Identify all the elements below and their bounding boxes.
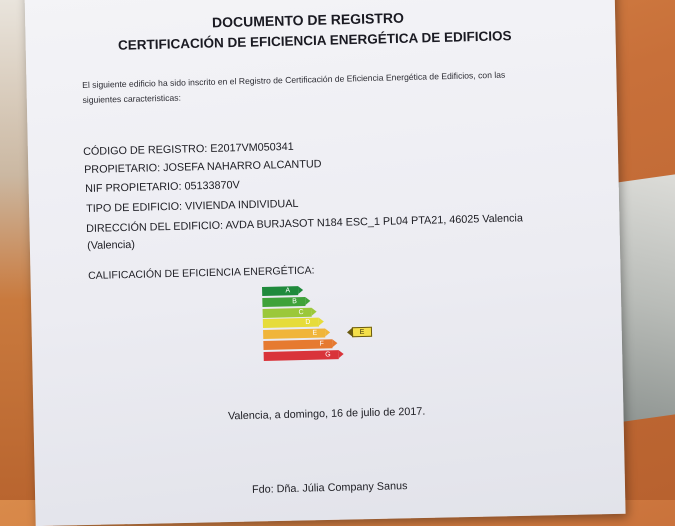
field-tipo-value: VIVIENDA INDIVIDUAL bbox=[184, 197, 299, 213]
rating-bar-letter: D bbox=[305, 319, 311, 327]
field-nif-label: NIF PROPIETARIO: bbox=[85, 180, 182, 195]
rating-bar-b bbox=[262, 297, 305, 307]
field-propietario bbox=[84, 158, 322, 176]
document-date: Valencia, a domingo, 16 de julio de 2017. bbox=[227, 405, 426, 423]
rating-bar-g bbox=[264, 350, 339, 361]
field-propietario-label: PROPIETARIO: bbox=[84, 162, 161, 176]
field-nif bbox=[85, 179, 240, 195]
field-tipo bbox=[86, 198, 299, 215]
rating-bar-c bbox=[263, 307, 312, 317]
field-propietario-value: JOSEFA NAHARRO ALCANTUD bbox=[162, 158, 322, 175]
field-codigo-label: CÓDIGO DE REGISTRO: bbox=[83, 142, 208, 158]
document-subtitle: CERTIFICACIÓN DE EFICIENCIA ENERGÉTICA DE EDIFICIOS bbox=[117, 28, 512, 53]
rating-bar-letter: B bbox=[292, 297, 297, 306]
signature-line: Fdo: Dña. Júlia Company Sanus bbox=[251, 480, 408, 496]
rating-bar-letter: A bbox=[285, 287, 291, 295]
energy-rating-scale bbox=[262, 285, 339, 362]
rating-bar-letter: C bbox=[298, 308, 304, 316]
rating-bar-d bbox=[263, 318, 319, 328]
intro-line-1: El siguiente edificio ha sido inscrito en el Registro de Certificación de Eficiencia Energética de Edificios, con las bbox=[82, 69, 506, 90]
field-tipo-label: TIPO DE EDIFICIO: bbox=[86, 200, 183, 215]
intro-line-2: siguientes caracteristicas: bbox=[82, 92, 182, 105]
intro-paragraph bbox=[82, 67, 553, 108]
rating-bar-f bbox=[263, 339, 332, 350]
field-nif-value: 05133870V bbox=[184, 179, 240, 193]
rating-bar-e bbox=[263, 329, 325, 340]
field-direccion-value: AVDA BURJASOT N184 ESC_1 PL04 PTA21, 46025 Valencia bbox=[225, 212, 524, 232]
rating-heading: CALIFICACIÓN DE EFICIENCIA ENERGÉTICA: bbox=[88, 264, 315, 282]
field-direccion-label: DIRECCIÓN DEL EDIFICIO: bbox=[86, 219, 224, 235]
field-direccion-line2: (Valencia) bbox=[87, 238, 136, 252]
rating-bar-letter: F bbox=[319, 340, 324, 348]
field-codigo-value: E2017VM050341 bbox=[210, 140, 294, 155]
document-title: DOCUMENTO DE REGISTRO bbox=[211, 9, 405, 31]
rating-bar-letter: E bbox=[312, 329, 318, 337]
rating-indicator: E bbox=[352, 327, 372, 337]
field-codigo bbox=[83, 141, 294, 158]
field-direccion bbox=[86, 212, 523, 235]
rating-bar-letter: G bbox=[325, 351, 331, 359]
rating-bar-a bbox=[262, 286, 298, 296]
